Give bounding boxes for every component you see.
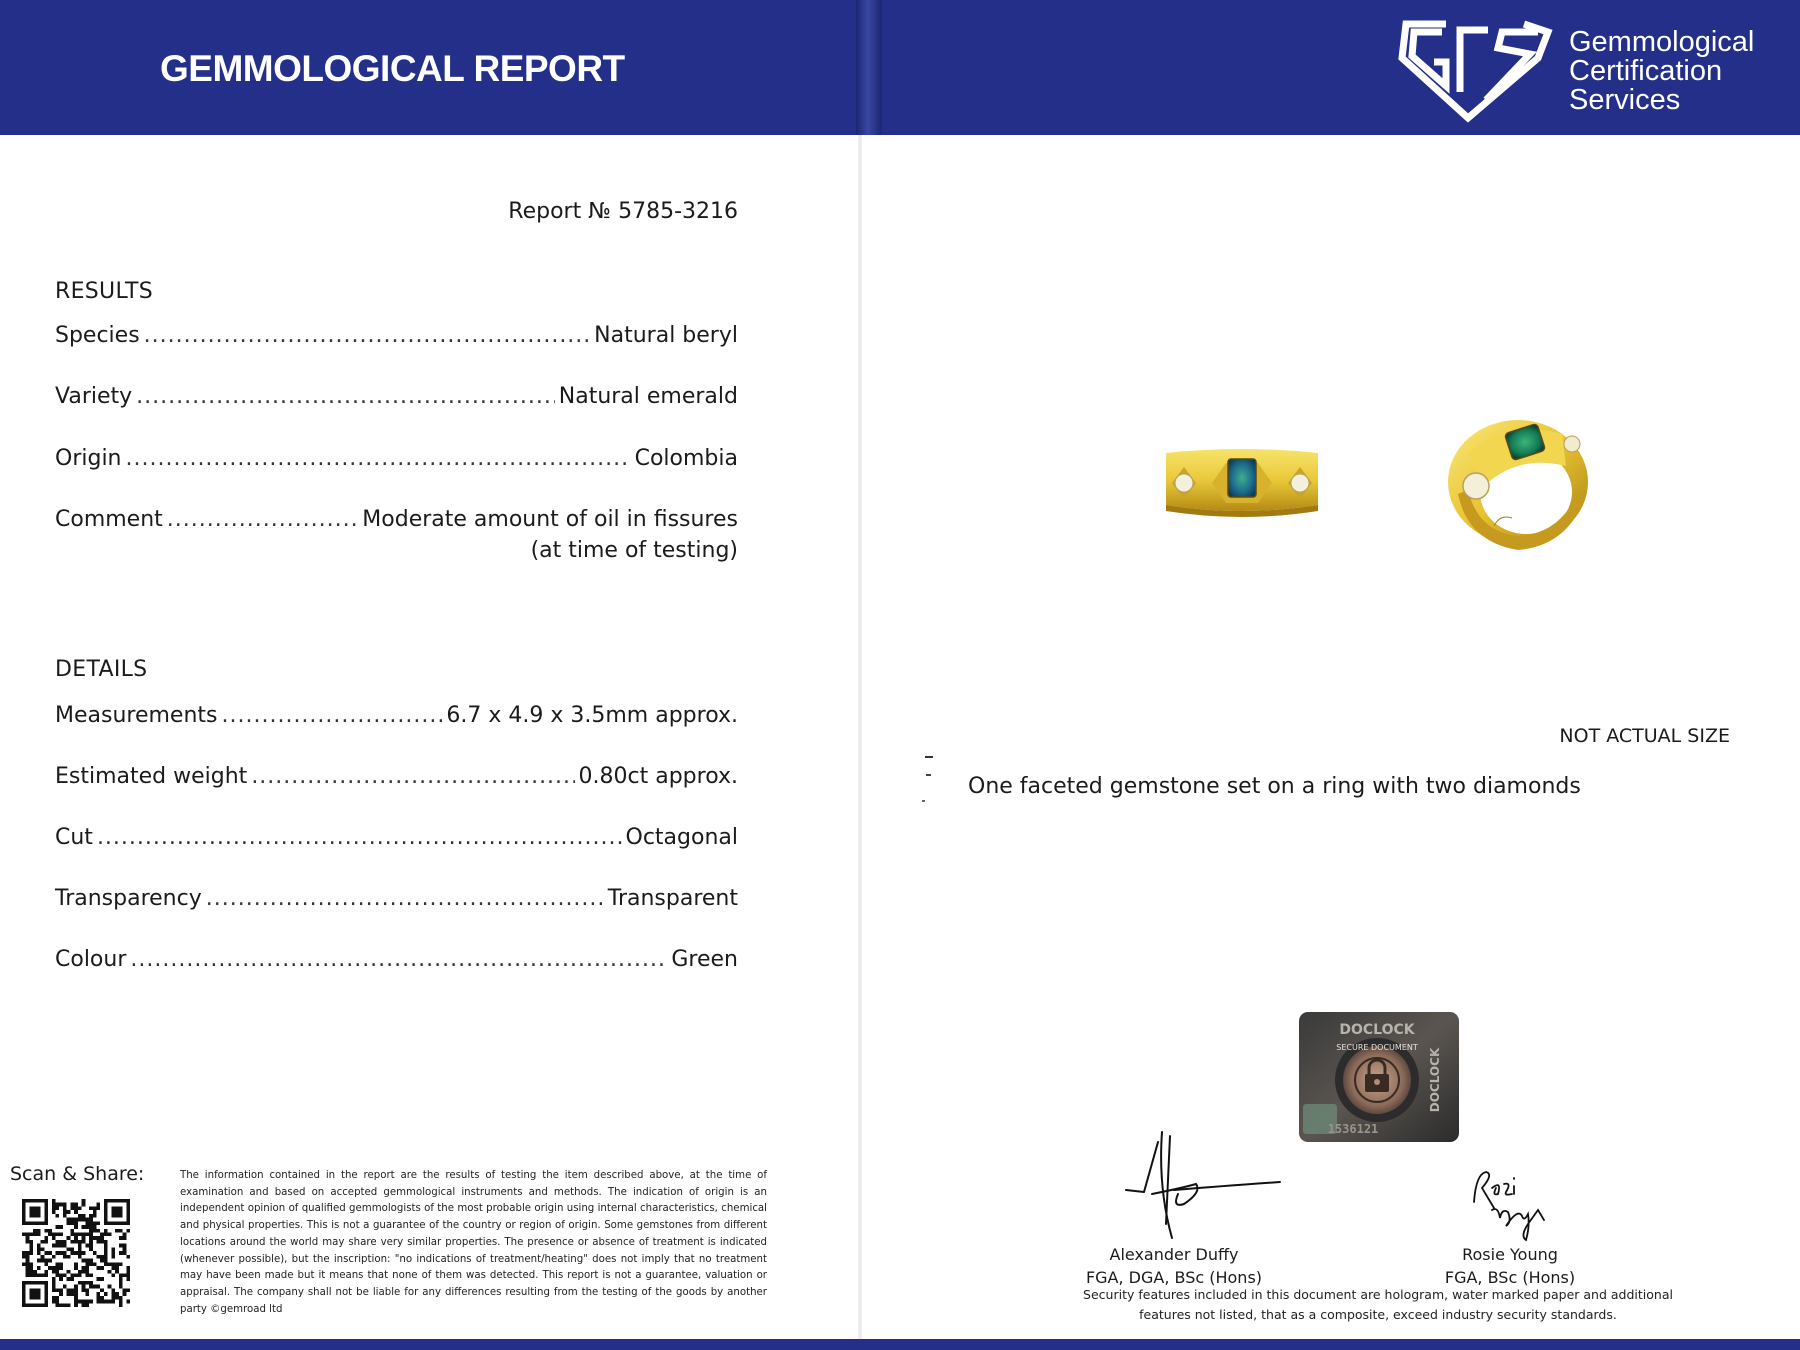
row-value: Octagonal	[625, 825, 738, 850]
security-features-note	[1048, 1285, 1708, 1325]
detail-row-colour	[55, 947, 738, 972]
not-actual-size-note: NOT ACTUAL SIZE	[1559, 725, 1730, 747]
hologram-serial: 1536121	[1327, 1122, 1379, 1136]
signature-rosie-young	[1468, 1166, 1552, 1244]
leader-dots	[130, 947, 667, 972]
row-label: Colour	[55, 947, 127, 972]
row-label: Transparency	[55, 886, 202, 911]
row-value: 6.7 x 4.9 x 3.5mm approx.	[446, 703, 738, 728]
row-label: Comment	[55, 507, 163, 532]
hologram-brand-top: DOCLOCK	[1339, 1022, 1415, 1038]
row-value: Natural emerald	[558, 384, 738, 409]
comment-continuation: (at time of testing)	[530, 538, 738, 563]
signature-alexander-duffy	[1122, 1128, 1282, 1240]
result-row-origin	[55, 446, 738, 471]
ring-angled-view-image	[1438, 414, 1592, 556]
leader-dots	[206, 886, 604, 911]
logo-line: Services	[1569, 84, 1681, 116]
row-value: 0.80ct approx.	[578, 764, 738, 789]
leader-dots	[144, 323, 591, 348]
logo-line: Certification	[1569, 55, 1723, 87]
qr-code-icon[interactable]	[22, 1199, 130, 1307]
gcs-logo-icon	[1398, 18, 1558, 124]
row-label: Measurements	[55, 703, 218, 728]
leader-dots	[167, 507, 358, 532]
leader-dots	[251, 764, 574, 789]
bottom-band	[0, 1339, 1800, 1350]
signatory-name: Alexander Duffy	[1109, 1245, 1239, 1264]
doclock-hologram-seal	[1299, 1012, 1459, 1142]
security-note-line: features not listed, that as a composite, exceed industry security standards.	[1139, 1307, 1617, 1322]
row-value: Moderate amount of oil in fissures	[362, 507, 738, 532]
row-value: Transparent	[607, 886, 738, 911]
detail-row-transparency	[55, 886, 738, 911]
center-fold	[858, 135, 862, 1339]
disclaimer-text: The information contained in the report are the results of testing the item described above, at the time of examination and based on accepted gemmological instruments and methods. The indication of origin is an independent opinion of qualified gemmologists of the most probable origin using internal characteristics, chemical and physical properties. This is not a guarantee of the country or region of origin. Some gemstones from different locations around the world may share very similar properties. The presence or absence of treatment is indicated (whenever possible), but the inscription: "no indications of treatment/heating" does not imply that no treatment may have been made but it means that none of them was detected. This report is not a guarantee, valuation or appraisal. The company shall not be liable for any differences resulting from the testing of the goods by another party ©gemroad ltd	[180, 1170, 767, 1315]
result-row-variety	[55, 384, 738, 409]
scan-specks	[914, 752, 934, 806]
report-number: Report № 5785-3216	[508, 199, 738, 224]
logo-wordmark	[1569, 28, 1754, 115]
item-description: One faceted gemstone set on a ring with two diamonds	[968, 774, 1581, 799]
row-label: Species	[55, 323, 140, 348]
detail-row-weight	[55, 764, 738, 789]
leader-dots	[222, 703, 443, 728]
hologram-brand-side: DOCLOCK	[1428, 1047, 1442, 1113]
row-value: Green	[671, 947, 738, 972]
logo-line: Gemmological	[1569, 26, 1755, 58]
leader-dots	[126, 446, 631, 471]
report-title: GEMMOLOGICAL REPORT	[160, 48, 625, 89]
result-row-species	[55, 323, 738, 348]
leader-dots	[136, 384, 555, 409]
detail-row-measurements	[55, 703, 738, 728]
row-label: Origin	[55, 446, 122, 471]
scan-share-label: Scan & Share:	[10, 1163, 145, 1185]
leader-dots	[97, 825, 622, 850]
page-fold-shadow	[856, 0, 882, 135]
row-label: Estimated weight	[55, 764, 248, 789]
security-note-line: Security features included in this document are hologram, water marked paper and additional	[1083, 1287, 1673, 1302]
signatory-name: Rosie Young	[1462, 1245, 1558, 1264]
row-label: Cut	[55, 825, 93, 850]
signatory-credentials: FGA, DGA, BSc (Hons)	[1085, 1268, 1263, 1287]
signatory-credentials: FGA, BSc (Hons)	[1444, 1268, 1576, 1287]
row-value: Natural beryl	[594, 323, 738, 348]
result-row-comment	[55, 507, 738, 532]
hologram-arc-text: SECURE DOCUMENT	[1336, 1043, 1418, 1052]
row-label: Variety	[55, 384, 133, 409]
ring-front-view-image	[1160, 445, 1324, 521]
row-value: Colombia	[634, 446, 738, 471]
details-heading: DETAILS	[55, 657, 148, 682]
detail-row-cut	[55, 825, 738, 850]
results-heading: RESULTS	[55, 279, 153, 304]
